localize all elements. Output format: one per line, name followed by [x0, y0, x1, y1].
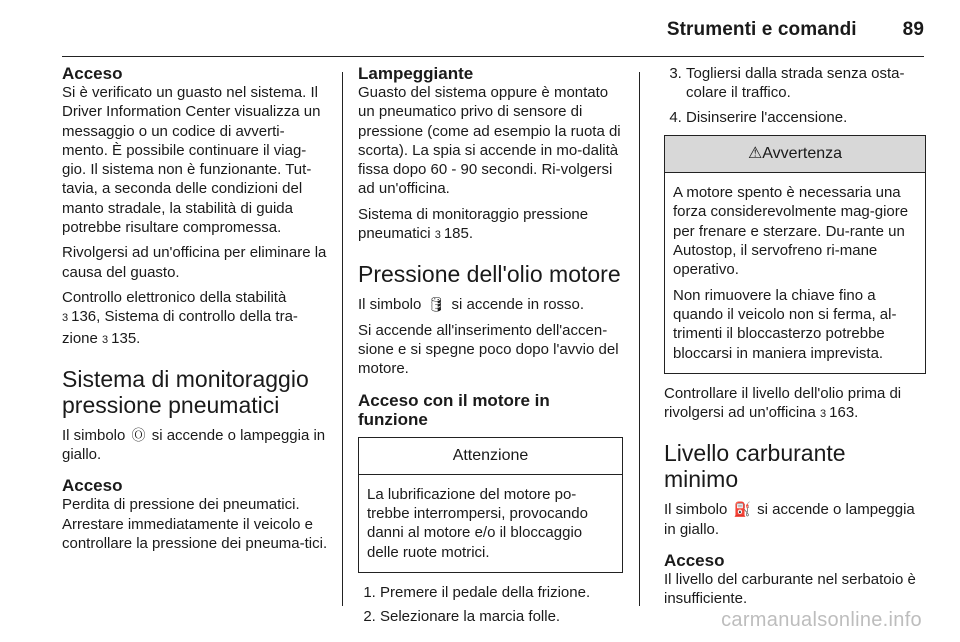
caution-text: La lubrificazione del motore po-trebbe interrompersi, provocando danni al motore e/o il bloccaggio delle ruote motrici.	[367, 485, 588, 561]
tire-pressure-icon: Ⓞ	[131, 426, 146, 443]
fuel-pump-icon: ⛽	[733, 501, 751, 518]
warning-text: A motore spento è necessaria una forza considerevolmente mag-giore per frenare e sterzare. Du-rante un Autostop, il servofreno ri-mane operativo.	[673, 184, 909, 279]
list-item: 4. Disinserire l'accensione.	[686, 108, 926, 127]
heading-acceso-motore: Acceso con il motore in funzione	[358, 390, 550, 429]
text: Controllare il livello dell'olio prima di rivolgersi ad un'officina	[664, 384, 902, 422]
text: Controllo elettronico della stabilità	[62, 288, 287, 306]
heading-acceso: Acceso	[62, 476, 123, 496]
warning-text: Non rimuovere la chiave fino a quando il veicolo non si ferma, al-trimenti il bloccasterzo potrebbe bloccarsi in maniera imprevista.	[673, 286, 897, 362]
text: Il simbolo	[664, 501, 728, 519]
warning-box	[664, 135, 926, 374]
list-item: 3. Togliersi dalla strada senza osta-colare il traffico.	[686, 64, 926, 103]
paragraph: Guasto del sistema oppure è montato un pneumatico privo di sensore di pressione (come ad esempio la ruota di scorta). La spia si accende in mo-dalità fissa dopo 60 - 90 secondi. Ri-volgersi ad un'officina.	[358, 84, 621, 198]
text: si accende o lampeggia in giallo.	[62, 426, 326, 464]
heading-livello-carburante: Livello carburante minimo	[664, 440, 846, 493]
paragraph: Si è verificato un guasto nel sistema. Il Driver Information Center visualizza un messaggio o un codice di avverti-mento. È possibile continuare il viag-gio. Il sistema non è funzionante. Tut-tavia, a seconda delle condizioni del manto stradale, la stabilità di guida potrebbe risultare compromessa.	[62, 84, 321, 237]
paragraph	[664, 500, 926, 539]
watermark: carmanualsonline.info	[721, 609, 922, 631]
heading-pressione-olio: Pressione dell'olio motore	[358, 261, 621, 288]
paragraph	[358, 295, 623, 314]
page-ref-icon: 3	[102, 333, 109, 346]
page-number: 89	[902, 19, 924, 40]
text: Il simbolo	[62, 426, 126, 444]
heading-acceso: Acceso	[62, 64, 123, 83]
paragraph: Si accende all'inserimento dell'accen-sione e si spegne poco dopo l'avvio del motore.	[358, 321, 619, 378]
steps-list	[664, 64, 926, 127]
caution-body	[359, 475, 622, 572]
caution-box	[358, 437, 623, 573]
column-divider	[639, 72, 640, 606]
header-title	[667, 19, 924, 41]
column-divider	[342, 72, 343, 606]
paragraph	[62, 288, 330, 350]
caution-title: Attenzione	[359, 438, 622, 475]
list-item: 1. Premere il pedale della frizione.	[380, 583, 623, 602]
text: 136, Sistema di controllo della tra-zione	[62, 308, 298, 347]
text: Avvertenza	[762, 144, 843, 162]
heading-acceso: Acceso	[664, 551, 725, 571]
paragraph	[62, 426, 330, 465]
page-header	[62, 0, 924, 57]
page-ref-icon: 3	[62, 312, 69, 325]
section-title: Strumenti e comandi	[666, 19, 857, 40]
heading-lampeggiante: Lampeggiante	[358, 64, 474, 83]
text: Il simbolo	[358, 296, 422, 314]
paragraph	[358, 205, 623, 246]
text: 185.	[443, 225, 474, 243]
paragraph: Il livello del carburante nel serbatoio è insufficiente.	[664, 571, 916, 608]
heading-sistema-monitoraggio: Sistema di monitoraggio pressione pneumatici	[62, 365, 309, 418]
warning-title	[665, 136, 925, 173]
text: Sistema di monitoraggio pressione pneumatici	[358, 205, 589, 243]
text: 135.	[111, 329, 141, 347]
list-item: 2. Selezionare la marcia folle.	[380, 607, 623, 626]
column-2	[358, 64, 623, 632]
warning-icon: ⚠	[747, 144, 763, 162]
paragraph: Rivolgersi ad un'officina per eliminare la causa del guasto.	[62, 244, 327, 281]
paragraph	[664, 384, 926, 425]
text: si accende o lampeggia in giallo.	[664, 501, 915, 538]
page-ref-icon: 3	[820, 408, 827, 421]
paragraph: Perdita di pressione dei pneumatici. Arrestare immediatamente il veicolo e controllare la pressione dei pneuma-tici.	[62, 496, 328, 553]
text: 163.	[829, 404, 859, 422]
oil-can-icon: 🛢	[427, 296, 446, 313]
page-ref-icon: 3	[434, 229, 441, 242]
column-1	[62, 64, 330, 559]
text: si accende in rosso.	[451, 296, 585, 314]
steps-list	[358, 583, 623, 627]
warning-body	[665, 173, 925, 373]
column-3	[664, 64, 926, 615]
